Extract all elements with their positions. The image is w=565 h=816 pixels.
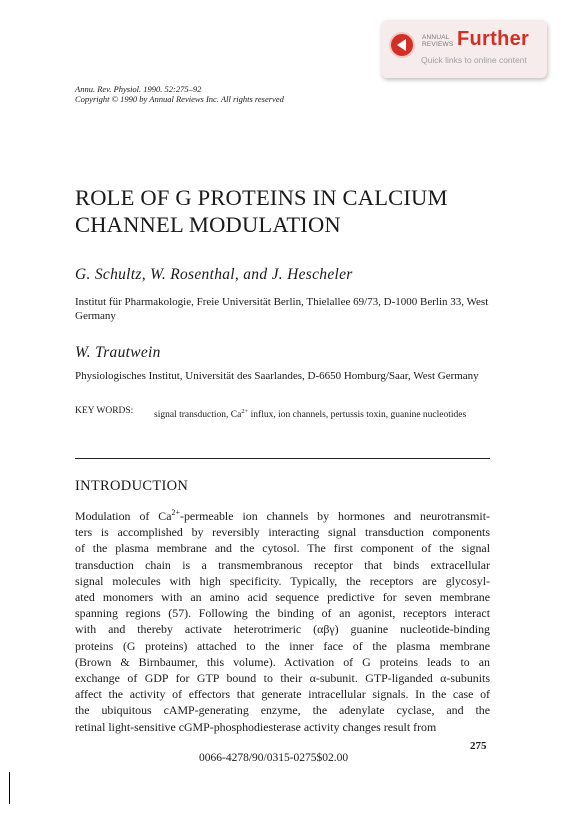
article-code: 0066-4278/90/0315-0275$02.00 [199, 752, 349, 764]
section-heading: INTRODUCTION [75, 478, 189, 494]
paragraph-line: (Brown & Birnbaumer, this volume). Activation of G proteins leads to an [75, 654, 490, 669]
affiliation-homburg: Physiologisches Institut, Universität des Saarlandes, D-6650 Homburg/Saar, West Germany [75, 370, 479, 382]
paragraph-line: the ubiquitous cAMP-generating enzyme, the adenylate cyclase, and the [75, 703, 490, 718]
paragraph-line: proteins (G proteins) attached to the inner face of the plasma membrane [75, 638, 490, 653]
introduction-paragraph [75, 505, 490, 735]
journal-copyright: Copyright © 1990 by Annual Reviews Inc. All rights reserved [75, 94, 284, 104]
paragraph-line: spanning regions (57). Following the binding of an agonist, receptors interact [75, 606, 490, 621]
journal-info [75, 84, 284, 104]
paragraph-line: signal molecules with high specificity. Typically, the receptors are glycosyl- [75, 573, 490, 588]
annual-reviews-logo: ANNUAL REVIEWS [422, 34, 454, 48]
paragraph-line: transduction chain is a transmembranous receptor that binds extracellular [75, 557, 490, 572]
paragraph-line: retinal light-sensitive cGMP-phosphodiesterase activity changes result from [75, 719, 437, 734]
margin-mark [9, 772, 10, 804]
paragraph-line: ated monomers with an amino acid sequence predictive for seven membrane [75, 589, 490, 604]
author-list: G. Schultz, W. Rosenthal, and J. Hescheler [75, 266, 353, 283]
further-label: Further [457, 28, 530, 50]
journal-citation: Annu. Rev. Physiol. 1990. 52:275–92 [75, 84, 202, 94]
page-number: 275 [470, 740, 487, 752]
affiliation-berlin: Institut für Pharmakologie, Freie Universität Berlin, Thielallee 69/73, D-1000 Berlin 33, West Germany [75, 296, 489, 322]
paragraph-line: of the plasma membrane and the cytosol. The first component of the signal [75, 541, 490, 556]
section-divider [75, 458, 490, 459]
further-tagline: Quick links to online content [421, 55, 527, 65]
paragraph-line: Modulation of $Ca^{2+}$-permeable ion channels by hormones and neurotransmit- [75, 508, 490, 523]
paragraph-line: affect the activity of effectors that generate intracellular signals. In the case of [75, 687, 490, 702]
article-title: ROLE OF G PROTEINS IN CALCIUM CHANNEL MODULATION [75, 185, 448, 237]
paragraph-line: exchange of GDP for GTP bound to their α-subunit. GTP-liganded α-subunits [75, 671, 490, 685]
paragraph-line: ters is accomplished by reversibly interacting signal transduction components [75, 525, 490, 540]
paragraph-line: with and thereby activate heterotrimeric (αβγ) guanine nucleotide-binding [75, 622, 490, 637]
further-badge[interactable] [381, 20, 547, 78]
keywords-label: KEY WORDS: [75, 406, 134, 416]
author-trautwein: W. Trautwein [75, 344, 161, 361]
keywords-text: signal transduction, $Ca^{2+}$ influx, ion channels, pertussis toxin, guanine nucleotides [154, 408, 467, 421]
arrow-left-icon [389, 32, 415, 58]
